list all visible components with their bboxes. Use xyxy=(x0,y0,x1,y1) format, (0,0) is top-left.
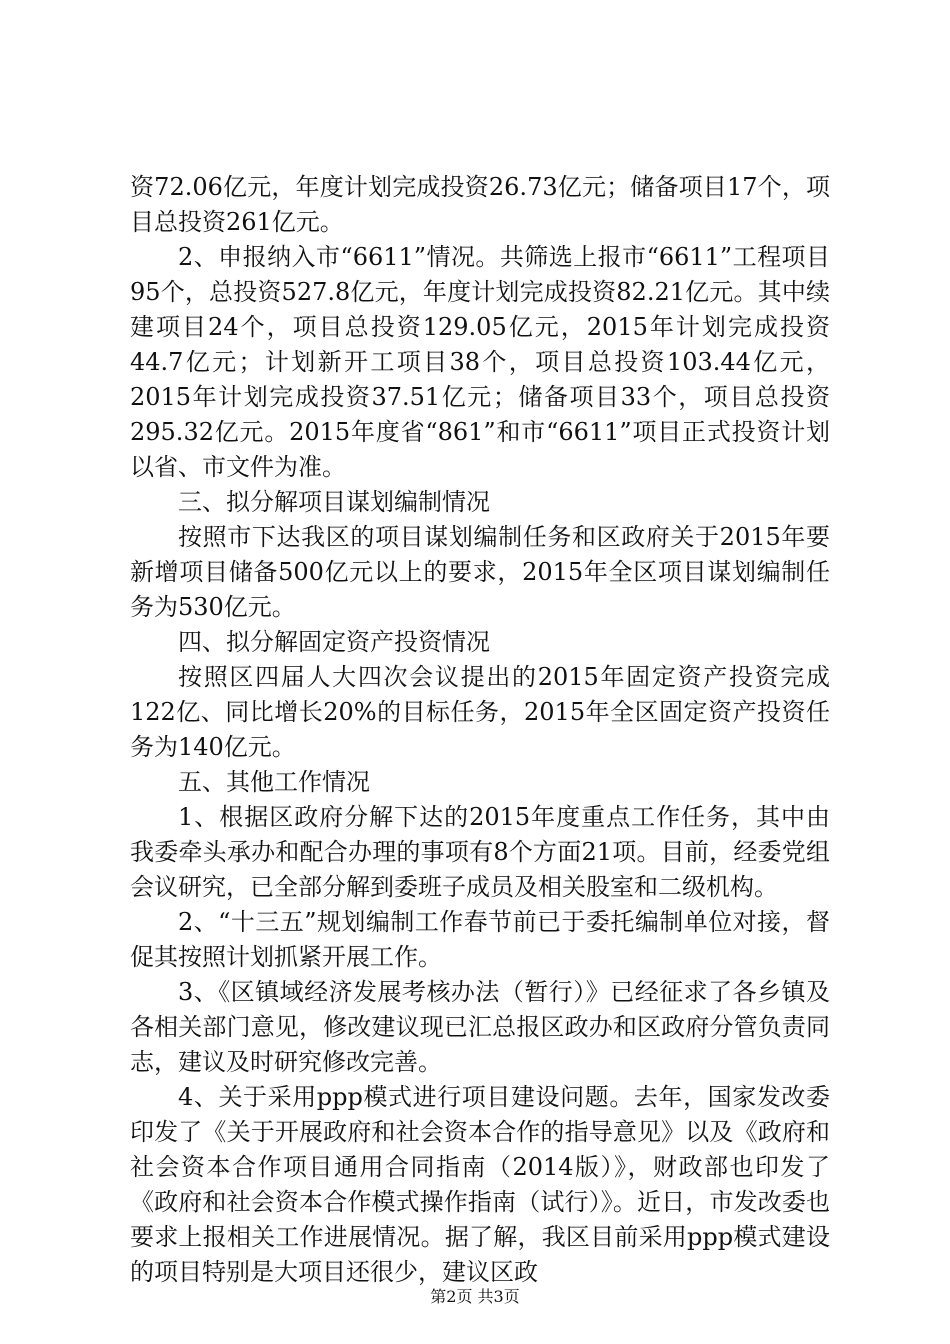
paragraph-6: 按照区四届人大四次会议提出的2015年固定资产投资完成122亿、同比增长20%的目标任务，2015年全区固定资产投资任务为140亿元。 xyxy=(130,663,830,761)
page-footer: 第2页 共3页 xyxy=(430,1287,520,1306)
section-heading-3: 三、拟分解项目谋划编制情况 xyxy=(178,488,490,516)
paragraph-1: 资72.06亿元，年度计划完成投资26.73亿元；储备项目17个，项目总投资261亿元。 xyxy=(130,173,830,236)
paragraph-9: 2、“十三五”规划编制工作春节前已于委托编制单位对接，督促其按照计划抓紧开展工作。 xyxy=(130,908,830,971)
paragraph-8: 1、根据区政府分解下达的2015年度重点工作任务，其中由我委牵头承办和配合办理的事项有8个方面21项。目前，经委党组会议研究，已全部分解到委班子成员及相关股室和二级机构。 xyxy=(130,803,830,901)
section-heading-4: 四、拟分解固定资产投资情况 xyxy=(178,628,490,656)
paragraph-11: 4、关于采用ppp模式进行项目建设问题。去年，国家发改委印发了《关于开展政府和社会资本合作的指导意见》以及《政府和社会资本合作项目通用合同指南（2014版）》，财政部也印发了《政府和社会资本合作模式操作指南（试行）》。近日，市发改委也要求上报相关工作进展情况。据了解，我区目前采用ppp模式建设的项目特别是大项目还很少，建议区政 xyxy=(130,1083,830,1286)
paragraph-4: 按照市下达我区的项目谋划编制任务和区政府关于2015年要新增项目储备500亿元以上的要求，2015年全区项目谋划编制任务为530亿元。 xyxy=(130,523,830,621)
document-body xyxy=(130,170,830,1290)
paragraph-10: 3、《区镇域经济发展考核办法（暂行）》已经征求了各乡镇及各相关部门意见，修改建议现已汇总报区政办和区政府分管负责同志，建议及时研究修改完善。 xyxy=(130,978,830,1076)
section-heading-5: 五、其他工作情况 xyxy=(178,768,370,796)
paragraph-2: 2、申报纳入市“6611”情况。共筛选上报市“6611”工程项目95个，总投资527.8亿元，年度计划完成投资82.21亿元。其中续建项目24个，项目总投资129.05亿元，2015年计划完成投资44.7亿元；计划新开工项目38个，项目总投资103.44亿元，2015年计划完成投资37.51亿元；储备项目33个，项目总投资295.32亿元。2015年度省“861”和市“6611”项目正式投资计划以省、市文件为准。 xyxy=(130,243,830,481)
